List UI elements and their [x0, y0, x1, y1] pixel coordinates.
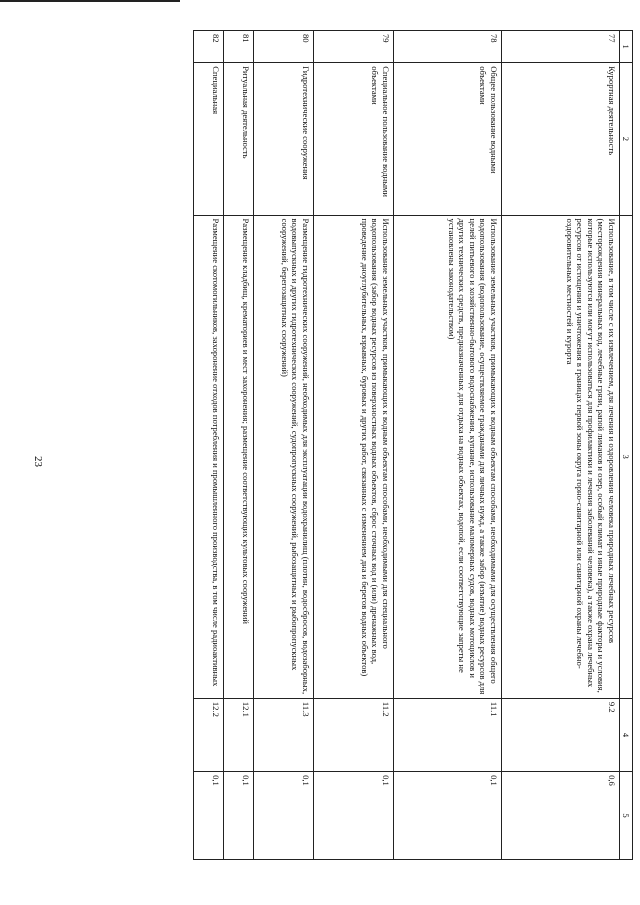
header-cell-1: 1: [619, 31, 632, 63]
table-row: [253, 31, 313, 860]
row-value: 0,1: [223, 772, 253, 860]
row-description: Размещение скотомогильников, захоронение отходов потребления и промышленного производства, в том числе радиоактивных: [193, 215, 223, 698]
header-cell-5: 5: [619, 772, 632, 860]
row-code: 11.2: [313, 698, 393, 771]
table-row: [223, 31, 253, 860]
row-code: 12.2: [193, 698, 223, 771]
header-row: [619, 31, 632, 860]
row-value: 0,1: [193, 772, 223, 860]
row-description: Использование, в том числе с их извлечением, для лечения и оздоровления человека природных лечебных ресурсов (месторождения минеральных вод, лечебные грязи, рапой лиманов и озер, особый климат и иные природные факторы и условия, которые используются или могут использоваться для профилактики и лечения заболеваний человека), а также охрана лечебных ресурсов от истощения и уничтожения в границах первой зоны округа горно-санитарной или санитарной охраны лечебно-оздоровительных местностей и курорта: [501, 215, 619, 698]
row-number: 81: [223, 31, 253, 63]
table-row: [393, 31, 501, 860]
row-value: 0,1: [313, 772, 393, 860]
header-cell-2: 2: [619, 63, 632, 215]
rotated-table-sheet: [53, 30, 633, 860]
top-rule: [0, 0, 180, 2]
row-value: 0,1: [253, 772, 313, 860]
table-row: [193, 31, 223, 860]
table-row: [501, 31, 619, 860]
row-name: Ритуальная деятельность: [223, 63, 253, 215]
header-cell-4: 4: [619, 698, 632, 771]
row-name: Специальная: [193, 63, 223, 215]
land-use-table: [193, 30, 633, 860]
row-value: 0,6: [501, 772, 619, 860]
header-cell-3: 3: [619, 215, 632, 698]
row-number: 79: [313, 31, 393, 63]
row-name: Курортная деятельность: [501, 63, 619, 215]
row-name: Общее пользование водными объектами: [393, 63, 501, 215]
page-number: 23: [32, 456, 44, 467]
row-code: 9.2: [501, 698, 619, 771]
row-code: 11.1: [393, 698, 501, 771]
row-number: 77: [501, 31, 619, 63]
row-name: Специальное пользование водными объектами: [313, 63, 393, 215]
row-code: 11.3: [253, 698, 313, 771]
row-description: Использование земельных участков, примыкающих к водным объектам способами, необходимыми для осуществления общего водопользования (водопользование, осуществляемое гражданами для личных нужд, а также забор (изъятие) водных ресурсов для целей питьевого и хозяйственно-бытового водоснабжения, купание, использование маломерных судов, водных мотоциклов и других технических средств, предназначенных для отдыха на водных объектах, водопой, если соответствующие запреты не установлены законодательством): [393, 215, 501, 698]
table-row: [313, 31, 393, 860]
row-name: Гидротехнические сооружения: [253, 63, 313, 215]
row-value: 0,1: [393, 772, 501, 860]
row-description: Размещение гидротехнических сооружений, необходимых для эксплуатации водохранилищ (плотин, водосбросов, водозаборных, водовыпускных и других гидротехнических сооружений, судопропускных сооружений, рыбозащитных и рыбопропускных сооружений, берегозащитных сооружений): [253, 215, 313, 698]
row-description: Использование земельных участков, примыкающих к водным объектам способами, необходимыми для специального водопользования (забор водных ресурсов из поверхностных водных объектов, сброс сточных вод и (или) дренажных вод, проведение дноуглубительных, взрывных, буровых и других работ, связанных с изменением дна и берегов водных объектов): [313, 215, 393, 698]
row-description: Размещение кладбищ, крематориев и мест захоронения; размещение соответствующих культовых сооружений: [223, 215, 253, 698]
row-number: 80: [253, 31, 313, 63]
row-number: 82: [193, 31, 223, 63]
row-number: 78: [393, 31, 501, 63]
row-code: 12.1: [223, 698, 253, 771]
